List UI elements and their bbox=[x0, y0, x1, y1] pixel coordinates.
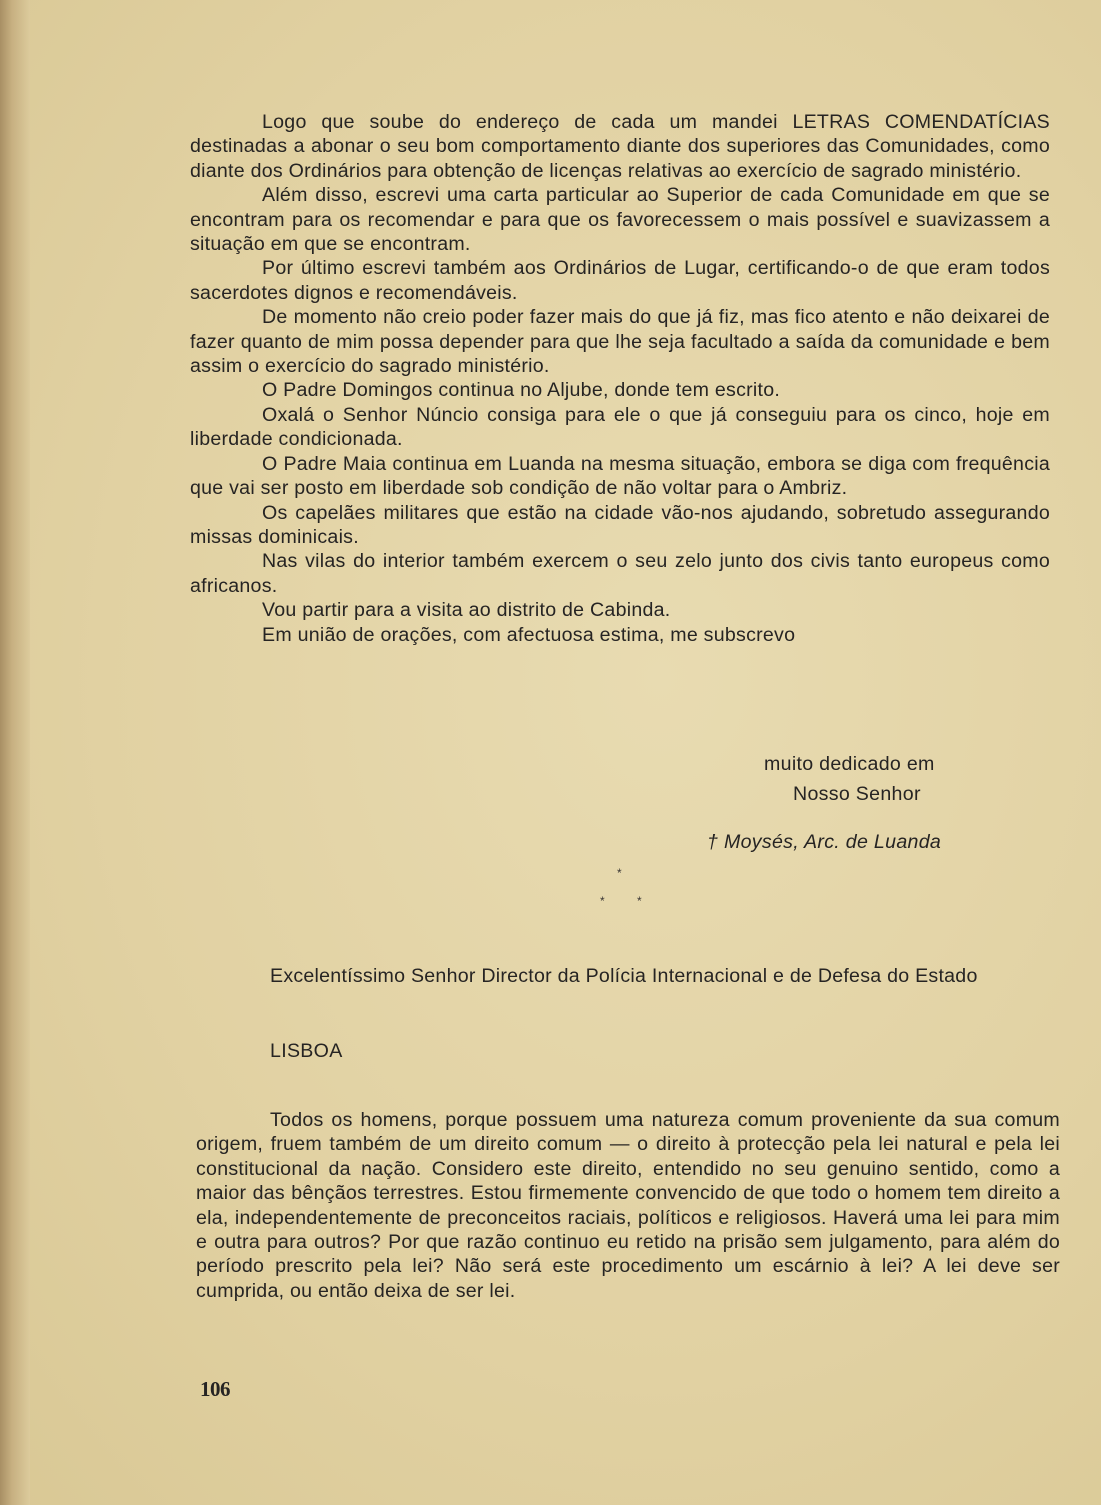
page-number: 106 bbox=[200, 1377, 230, 1401]
addressee-text: Excelentíssimo Senhor Director da Polícia Internacional e de Defesa do Estado bbox=[270, 965, 978, 987]
paragraph: O Padre Domingos continua no Aljube, donde tem escrito. bbox=[262, 379, 781, 402]
paragraph: Oxalá o Senhor Núncio consiga para ele o que já conseguiu para os cinco, hoje em liberdade condicionada. bbox=[190, 403, 1050, 451]
closing-line: Nosso Senhor bbox=[793, 783, 921, 805]
closing-line: muito dedicado em bbox=[764, 753, 935, 775]
second-letter-body bbox=[196, 1108, 1060, 1303]
paragraph: Logo que soube do endereço de cada um mandei LETRAS COMENDATÍCIAS destinadas a abonar o seu bom comportamento diante dos superiores das Comunidades, como diante dos Ordinários para obtenção de licenças relativas ao exercício de sagrado ministério. bbox=[190, 111, 1050, 182]
addressee-city: LISBOA bbox=[270, 1040, 343, 1062]
paragraph: Vou partir para a visita ao distrito de Cabinda. bbox=[262, 599, 671, 622]
separator-star: * bbox=[600, 894, 605, 908]
paragraph: De momento não creio poder fazer mais do que já fiz, mas fico atento e não deixarei de fazer quanto de mim possa depender para que lhe seja facultado a saída da comunidade e bem assim o exercício do sagrado ministério. bbox=[190, 306, 1050, 378]
letter-body bbox=[190, 110, 1050, 647]
paragraph: Os capelães militares que estão na cidade vão-nos ajudando, sobretudo assegurando missas dominicais. bbox=[190, 501, 1050, 548]
separator-star: * bbox=[617, 866, 622, 880]
signature: † Moysés, Arc. de Luanda bbox=[707, 831, 942, 853]
paragraph: Em união de orações, com afectuosa estima, me subscrevo bbox=[262, 623, 796, 646]
paragraph: O Padre Maia continua em Luanda na mesma situação, embora se diga com frequência que vai ser posto em liberdade sob condição de não voltar para o Ambriz. bbox=[190, 452, 1050, 500]
addressee bbox=[270, 964, 1060, 988]
paragraph: Além disso, escrevi uma carta particular ao Superior de cada Comunidade em que se encontram para os recomendar e para que os favorecessem o mais possível e suavizassem a situação em que se encontram. bbox=[190, 184, 1050, 256]
separator-star: * bbox=[637, 894, 642, 908]
paragraph: Nas vilas do interior também exercem o seu zelo junto dos civis tanto europeus como africanos. bbox=[190, 550, 1050, 597]
paragraph: Por último escrevi também aos Ordinários de Lugar, certificando-o de que eram todos sacerdotes dignos e recomendáveis. bbox=[190, 257, 1050, 304]
paragraph: Todos os homens, porque possuem uma natureza comum proveniente da sua comum origem, fruem também de um direito comum — o direito à protecção pela lei natural e pela lei constitucional da nação. Considero este direito, entendido no seu genuino sentido, como a maior das bênçãos terrestres. Estou firmemente convencido de que todo o homem tem direito a ela, independentemente de preconceitos raciais, políticos e religiosos. Haverá uma lei para mim e outra para outros? Por que razão continuo eu retido na prisão sem julgamento, para além do período prescrito pela lei? Não será este procedimento um escárnio à lei? A lei deve ser cumprida, ou então deixa de ser lei. bbox=[196, 1109, 1060, 1302]
book-gutter bbox=[0, 0, 30, 1505]
